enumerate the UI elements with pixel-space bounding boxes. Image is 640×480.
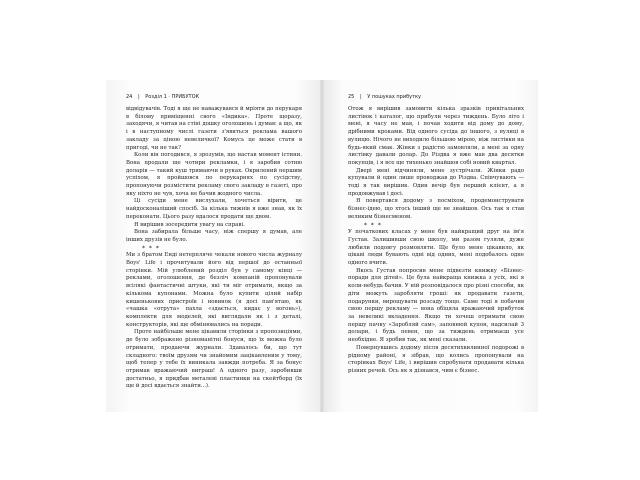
paragraph: відвідувачів. Тоді я ще не наважувався й мріяти до перукаря в білому приміщенні свого «Індика». Проте щоразу, заходячи, я читав на стіні дошку оголошень і думав: а що, як і в наступному числі газети з'явиться реклама вашого закладу за ціною невеличкої? Комусь це може стати в пригоді, чи не так? bbox=[126, 106, 302, 151]
body-text-right bbox=[348, 106, 524, 376]
running-head-right bbox=[348, 94, 425, 102]
paragraph: Коли він погодився, я зрозумів, що настав момент істини. Вона продали ще чотири рекламки, і я заробив сотню доларів — такий куш тримаючи в руках. Окрилений першим успіхом, я пройшовся по перукарнях по сусідству, пропонуючи розмістити рекламу свого закладу в газеті, про яку ніхто не чув, хоча не бачив жодного числа. bbox=[126, 152, 302, 197]
left-page bbox=[106, 80, 322, 412]
paragraph: Проте найбільше мене цікавили сторінки з пропозиціями, де було зображено різноманітні бонуси, що їх можна було отримати, продаючи журнали. Здавалось би, що тут складного: твоїм друзям чи знайомим зацікавленим у тому, щоб тепер у тебе їх виникала завжди потреба. Я за бонус отримав вражаючий виграш! А одного разу, заробивши достатньо, я придбав металеві пластинки на скейтборд (їх ще й досі вдається знайти...). bbox=[126, 329, 302, 390]
section-title-right: У пошуках прибутку bbox=[367, 94, 422, 100]
right-page bbox=[322, 80, 538, 412]
paragraph: Двері мені відчиняли, мене зустрічали. Жінки радо купували й один лише проводжав до Різдва. Співчувають — тоді я так вирішив. Один вечір був перший клієнт, а я продовжував і досі. bbox=[348, 167, 524, 197]
page-number-right: 25 bbox=[348, 94, 355, 100]
running-head-separator: | bbox=[359, 94, 362, 100]
paragraph: Отож я вирішив замовити кілька зразків привітальних листівок і каталог, що прибули через тиждень. Було літо і мені, я часу не мав, і почав ходити від дому до дому, дрібними кроками. Від одного сусіда до іншого, з вулиці в вулицю. Нічого не виходило більшою мірою, ніж листівки на будь-який смак. Жінки з радістю замовляли, а мені за одну листівку давали долар. До Різдва я вже мав два десятки покупців, і я все ще тихенько знайшов собі новий квартал. bbox=[348, 106, 524, 166]
book-gutter bbox=[320, 80, 324, 412]
paragraph: Я вирішив зосередити увагу на справі. bbox=[134, 221, 245, 228]
section-title-left: Розділ 1 · ПРИБУТОК bbox=[145, 94, 200, 100]
running-head-left bbox=[126, 94, 203, 102]
paragraph: Якось Густав попросив мене підвезти книжку «Бізнес-поради для дітей». Це була найкраща книжка з усіх, які я коли-небудь бачив. У ній розповідалося про різні способи, як діти можуть заробляти гроші: як продавати газети, подарунки, вирощувати розсаду тощо. Саме тоді я побачив свою першу рекламу — вона обіцяла вражаючий прибуток за невеликі вкладення. Якщо ти хочеш отримати свою першу пачку «Заробляй сам», заповнюй купон, надсилай 3 долари, і будь певен, що за тиждень отримаєш усе необхідне. Я зробив так, як мені сказали. bbox=[348, 267, 524, 344]
paragraph: Вона забирала більше часу, ніж спершу я думав, але інших друзів не було. bbox=[126, 229, 302, 243]
section-break: * * * bbox=[142, 244, 160, 252]
paragraph: Я повертався додому з посміхом, продемонструвати бізнес-ідею, що хтось інший ще не знайшов. Ось так я став великим бізнесменом. bbox=[348, 198, 524, 220]
section-break: * * * bbox=[364, 221, 382, 229]
paragraph: Повернувшись додому після десятихвилинної подорожі в рідному районі, я зібрав, що колись пропонували на сторінках Boys' Life, і вирішив спробувати продавати кілька різних речей. Ось як я дізнався, чим є бізнес. bbox=[348, 344, 524, 374]
book-spread bbox=[106, 80, 538, 412]
paragraph: У початкових класах у мене був найкращий друг на ім'я Густав. Залишивши свою школу, ми разом гуляли, дуже любили подовгу розмовляти. Ще було мене цікавило, як цікаві люди бувають одні від одних, мені подобалось одне одного вчити. bbox=[348, 229, 524, 267]
paragraph: Ми з братом Енді нетерпляче чекали нового числа журналу Boys' Life і прочитували його від першої до останньої сторінки. Мій улюблений розділ був у самому кінці — реклами, оголошення, де безліч компаній пропонували всілякі фантастичні штуки, які ти міг отримати, якщо за кількома купонами. Можна було купити цілий набір кишенькових пристроїв і новинок (я досі пам'ятаю, як «чашка «отрута» пахла «здається, кидає у вогонь»), комплекти для моделей, які виглядали як і з деталі, конструкторів, які ще обмінювались на поради. bbox=[126, 252, 302, 328]
paragraph: Ці сусіди мене вислухали, хочеться вірити, це найдосконаліший спосіб. За кілька тижнів я вже знав, як їх переконати. Цього разу вдалося продати ще двом. bbox=[126, 198, 302, 220]
body-text-left bbox=[126, 106, 302, 391]
page-number-left: 24 bbox=[126, 94, 133, 100]
running-head-separator: | bbox=[137, 94, 140, 100]
